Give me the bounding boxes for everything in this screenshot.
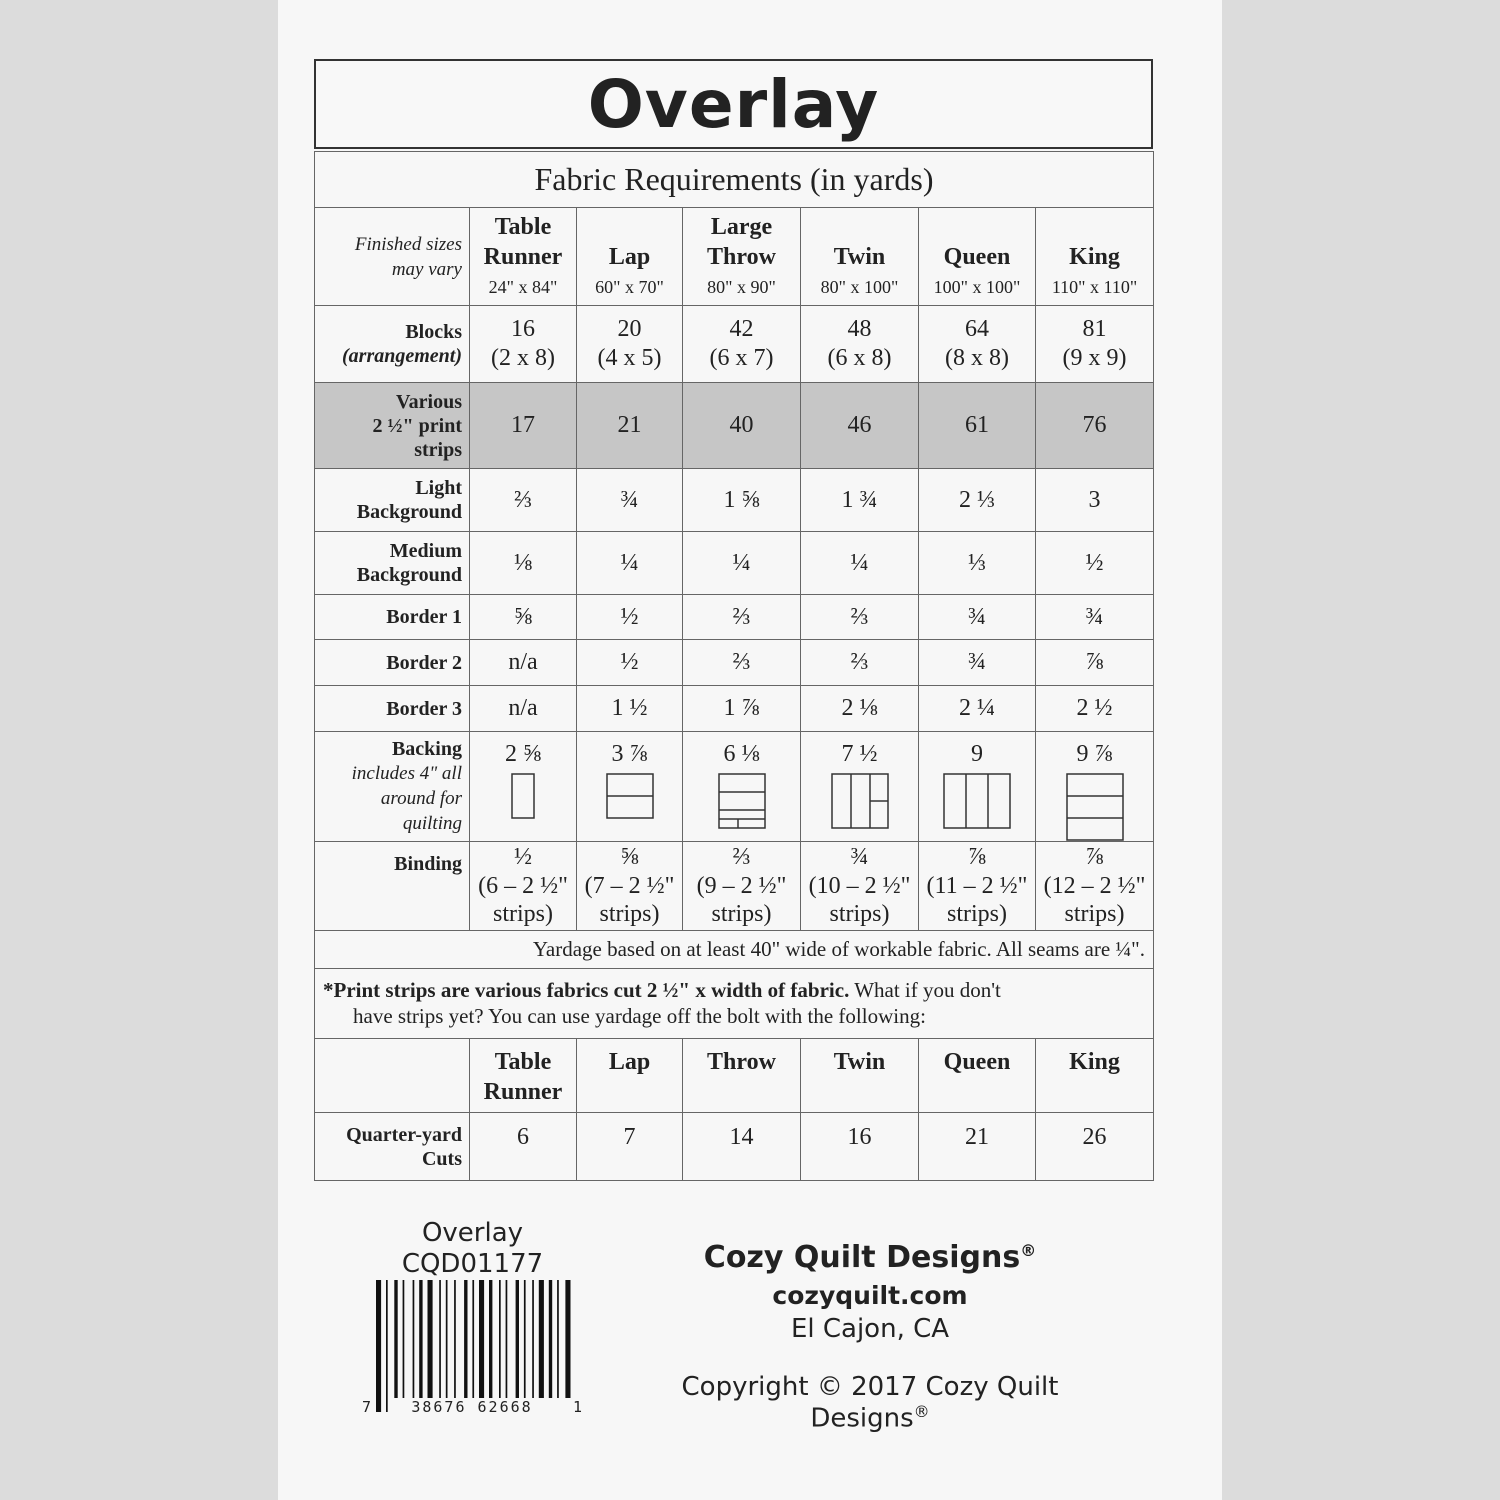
table-cell: ⅔ [683, 595, 801, 640]
backing-row [315, 732, 1154, 842]
row-label: Binding [315, 842, 470, 931]
binding-row [315, 842, 1154, 931]
barcode-bar [428, 1280, 433, 1398]
barcode-bar [479, 1280, 484, 1398]
table-cell: ⅓ [919, 532, 1036, 595]
fabric-requirements-table [314, 151, 1154, 1181]
column-header: Lap [577, 1039, 683, 1113]
column-header: Table Runner [470, 1039, 577, 1113]
table-cell: ½ (6 – 2 ½" strips) [470, 842, 577, 931]
strips-note-row [315, 969, 1154, 1039]
barcode-bar [419, 1280, 422, 1398]
table-cell: 1 ⅝ [683, 469, 801, 532]
table-cell: ⅝ (7 – 2 ½" strips) [577, 842, 683, 931]
table-cell: ⅞ [1036, 640, 1154, 686]
backing-diagram-icon [511, 773, 535, 819]
barcode-bar [489, 1280, 492, 1412]
table-cell: 48 (6 x 8) [801, 306, 919, 383]
row-label: Border 2 [315, 640, 470, 686]
table-cell: 2 ⅓ [919, 469, 1036, 532]
sizes-note: Finished sizes may vary [315, 208, 470, 306]
border-2-row [315, 640, 1154, 686]
table-cell: 76 [1036, 383, 1154, 469]
border-3-row [315, 686, 1154, 732]
table-cell: 21 [577, 383, 683, 469]
table-cell: ½ [1036, 532, 1154, 595]
copyright-notice: Copyright © 2017 Cozy Quilt Designs® [681, 1372, 1059, 1434]
table-cell: 16 [801, 1113, 919, 1181]
table-cell: 17 [470, 383, 577, 469]
barcode-bar [413, 1280, 415, 1398]
table-cell: 46 [801, 383, 919, 469]
row-label: Border 1 [315, 595, 470, 640]
table-cell: ⅞ (11 – 2 ½" strips) [919, 842, 1036, 931]
table-cell: 2 ⅛ [801, 686, 919, 732]
table-cell: 9 [919, 732, 1036, 842]
yardage-note-row [315, 931, 1154, 969]
column-header: King [1036, 1039, 1154, 1113]
product-sku: CQD01177 [401, 1248, 544, 1279]
barcode-bar [403, 1280, 405, 1398]
table-cell: 7 [577, 1113, 683, 1181]
light-background-row [315, 469, 1154, 532]
column-header: Throw [683, 1039, 801, 1113]
company-location: El Cajon, CA [790, 1314, 950, 1344]
table-cell: ¾ [577, 469, 683, 532]
row-label: Quarter-yard Cuts [315, 1113, 470, 1181]
column-header: Large Throw 80" x 90" [683, 208, 801, 306]
table-cell: 14 [683, 1113, 801, 1181]
backing-diagram-icon [943, 773, 1011, 829]
row-label: Medium Background [315, 532, 470, 595]
table-cell: ½ [577, 595, 683, 640]
website-link[interactable]: cozyquilt.com [772, 1281, 968, 1310]
barcode-bar [539, 1280, 544, 1398]
title-box [314, 59, 1153, 149]
table-cell: 16 (2 x 8) [470, 306, 577, 383]
table-cell: ⅔ [683, 640, 801, 686]
row-label: Light Background [315, 469, 470, 532]
pattern-name: Overlay [421, 1218, 524, 1248]
table-heading: Fabric Requirements (in yards) [315, 152, 1154, 208]
column-header: Twin [801, 1039, 919, 1113]
company-name: Cozy Quilt Designs® [703, 1240, 1037, 1275]
publisher-info [620, 1240, 1120, 1434]
table-cell: ¼ [801, 532, 919, 595]
table-cell: 3 [1036, 469, 1154, 532]
barcode-bar [464, 1280, 467, 1398]
table-cell: 1 ¾ [801, 469, 919, 532]
table-cell: 20 (4 x 5) [577, 306, 683, 383]
table-cell: 3 ⅞ [577, 732, 683, 842]
table-cell: ⅔ [801, 640, 919, 686]
table-cell: 2 ½ [1036, 686, 1154, 732]
table-cell: 2 ¼ [919, 686, 1036, 732]
table-cell: 1 ⅞ [683, 686, 801, 732]
quarter-cuts-row [315, 1113, 1154, 1181]
barcode-bar [386, 1280, 388, 1412]
size-header-row [315, 208, 1154, 306]
table-cell: 1 ½ [577, 686, 683, 732]
table-cell: ¾ [919, 595, 1036, 640]
barcode-digits: 7 38676 62668 1 [362, 1398, 582, 1416]
table-cell: ⅞ (12 – 2 ½" strips) [1036, 842, 1154, 931]
barcode-bar [532, 1280, 534, 1398]
barcode-bar [506, 1280, 508, 1398]
table-cell: ⅝ [470, 595, 577, 640]
barcode-bar [472, 1280, 474, 1398]
heading-row [315, 152, 1154, 208]
table-cell: 6 [470, 1113, 577, 1181]
pattern-title: Overlay [587, 65, 880, 143]
barcode-bar [524, 1280, 526, 1398]
barcode-bar [446, 1280, 448, 1398]
column-header: Lap 60" x 70" [577, 208, 683, 306]
table-cell: n/a [470, 686, 577, 732]
table-cell: 26 [1036, 1113, 1154, 1181]
table-cell: 21 [919, 1113, 1036, 1181]
backing-diagram-icon [606, 773, 654, 819]
table-cell: ⅔ [470, 469, 577, 532]
row-label: Backing includes 4" all around for quilting [315, 732, 470, 842]
table-cell: ¾ [1036, 595, 1154, 640]
backing-diagram-icon [1066, 773, 1124, 841]
row-label: Blocks (arrangement) [315, 306, 470, 383]
table-cell: ⅔ (9 – 2 ½" strips) [683, 842, 801, 931]
barcode-bar [565, 1280, 570, 1398]
quarter-header-row [315, 1039, 1154, 1113]
column-header: Table Runner 24" x 84" [470, 208, 577, 306]
table-cell: 6 ⅛ [683, 732, 801, 842]
table-cell: ¾ [919, 640, 1036, 686]
table-cell: 9 ⅞ [1036, 732, 1154, 842]
table-cell: ¾ (10 – 2 ½" strips) [801, 842, 919, 931]
barcode-bar [394, 1280, 397, 1398]
table-cell: 2 ⅝ [470, 732, 577, 842]
column-header: King 110" x 110" [1036, 208, 1154, 306]
empty-header-cell [315, 1039, 470, 1113]
barcode-bar [499, 1280, 501, 1398]
medium-background-row [315, 532, 1154, 595]
strips-note: *Print strips are various fabrics cut 2 ½" x width of fabric. What if you don't have strips yet? You can use yardage off the bolt with the following: [315, 969, 1154, 1039]
barcode-bar [557, 1280, 559, 1398]
table-cell: ¼ [577, 532, 683, 595]
table-cell: 61 [919, 383, 1036, 469]
product-info [375, 1218, 570, 1279]
table-cell: 81 (9 x 9) [1036, 306, 1154, 383]
barcode-bar [516, 1280, 519, 1398]
table-cell: ½ [577, 640, 683, 686]
column-header: Twin 80" x 100" [801, 208, 919, 306]
column-header: Queen [919, 1039, 1036, 1113]
barcode-bar [549, 1280, 552, 1398]
table-cell: 40 [683, 383, 801, 469]
backing-diagram-icon [718, 773, 766, 829]
table-cell: ⅛ [470, 532, 577, 595]
table-cell: 64 (8 x 8) [919, 306, 1036, 383]
border-1-row [315, 595, 1154, 640]
table-cell: 42 (6 x 7) [683, 306, 801, 383]
barcode-bar [376, 1280, 381, 1412]
table-cell: 7 ½ [801, 732, 919, 842]
table-cell: ⅔ [801, 595, 919, 640]
blocks-row [315, 306, 1154, 383]
barcode-bar [454, 1280, 456, 1398]
table-cell: n/a [470, 640, 577, 686]
column-header: Queen 100" x 100" [919, 208, 1036, 306]
barcode-bar [439, 1280, 441, 1398]
print-strips-row [315, 383, 1154, 469]
yardage-note: Yardage based on at least 40" wide of workable fabric. All seams are ¼". [315, 931, 1154, 969]
backing-diagram-icon [831, 773, 889, 829]
row-label: Various 2 ½" print strips [315, 383, 470, 469]
row-label: Border 3 [315, 686, 470, 732]
table-cell: ¼ [683, 532, 801, 595]
